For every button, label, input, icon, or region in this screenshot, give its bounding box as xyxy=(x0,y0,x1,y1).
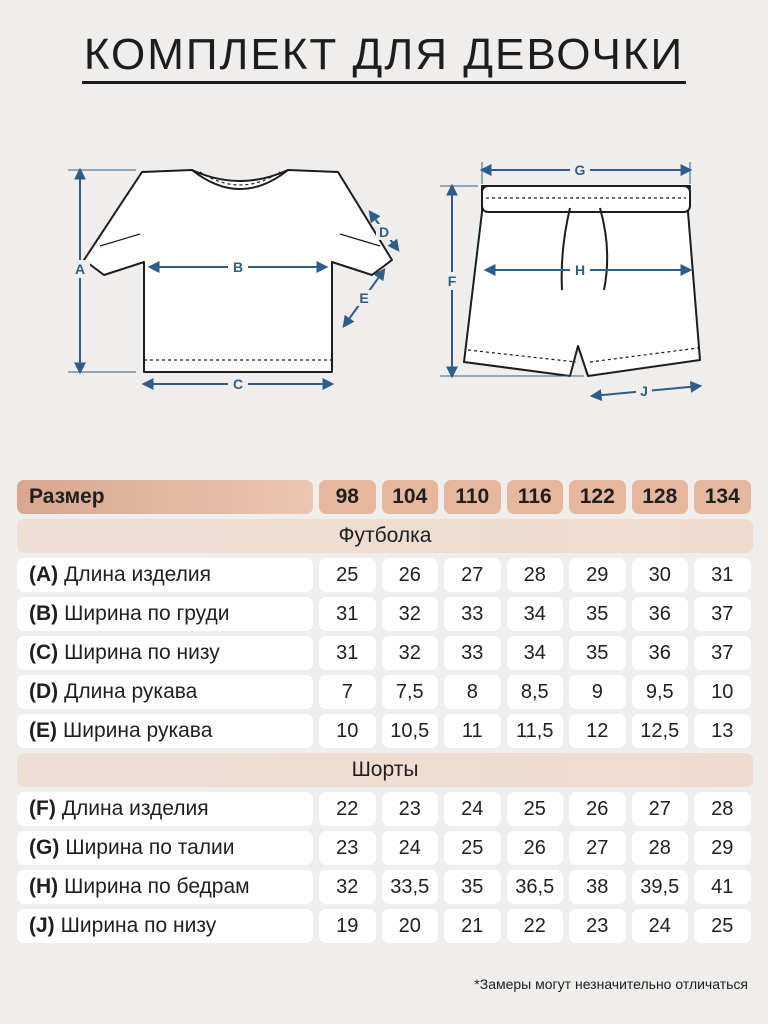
section-title: Шорты xyxy=(17,753,753,787)
label-b: B xyxy=(232,259,244,275)
size-128: 128 xyxy=(632,480,689,514)
measure-name: (H) Ширина по бедрам xyxy=(17,870,313,904)
size-table xyxy=(17,480,753,948)
measure-name: (D) Длина рукава xyxy=(17,675,313,709)
measure-name: (J) Ширина по низу xyxy=(17,909,313,943)
table-cell: 32 xyxy=(382,597,439,631)
table-cell: 23 xyxy=(382,792,439,826)
table-row xyxy=(17,714,753,748)
table-row xyxy=(17,792,753,826)
table-cell: 39,5 xyxy=(632,870,689,904)
table-cell: 9,5 xyxy=(632,675,689,709)
table-cell: 7 xyxy=(319,675,376,709)
table-cell: 35 xyxy=(569,597,626,631)
size-116: 116 xyxy=(507,480,564,514)
table-cell: 11 xyxy=(444,714,501,748)
section-tshirt xyxy=(17,519,753,553)
table-cell: 10 xyxy=(319,714,376,748)
table-cell: 32 xyxy=(319,870,376,904)
label-d: D xyxy=(378,224,390,240)
table-row xyxy=(17,636,753,670)
table-cell: 34 xyxy=(507,597,564,631)
table-cell: 8 xyxy=(444,675,501,709)
page-title: КОМПЛЕКТ ДЛЯ ДЕВОЧКИ xyxy=(0,30,768,84)
footnote: *Замеры могут незначительно отличаться xyxy=(474,976,748,992)
table-cell: 37 xyxy=(694,597,751,631)
label-a: A xyxy=(74,261,86,277)
table-cell: 8,5 xyxy=(507,675,564,709)
section-title: Футболка xyxy=(17,519,753,553)
table-cell: 25 xyxy=(319,558,376,592)
table-cell: 31 xyxy=(319,597,376,631)
table-cell: 24 xyxy=(444,792,501,826)
table-cell: 30 xyxy=(632,558,689,592)
table-cell: 29 xyxy=(569,558,626,592)
table-cell: 26 xyxy=(507,831,564,865)
table-cell: 28 xyxy=(694,792,751,826)
table-cell: 25 xyxy=(694,909,751,943)
label-j: J xyxy=(640,383,648,399)
table-cell: 28 xyxy=(507,558,564,592)
table-cell: 31 xyxy=(694,558,751,592)
table-cell: 12 xyxy=(569,714,626,748)
measure-name: (B) Ширина по груди xyxy=(17,597,313,631)
label-f: F xyxy=(447,273,457,289)
table-cell: 12,5 xyxy=(632,714,689,748)
table-row xyxy=(17,558,753,592)
table-cell: 24 xyxy=(382,831,439,865)
table-row xyxy=(17,909,753,943)
size-header-row xyxy=(17,480,753,514)
table-row xyxy=(17,831,753,865)
size-110: 110 xyxy=(444,480,501,514)
table-row xyxy=(17,675,753,709)
size-122: 122 xyxy=(569,480,626,514)
table-cell: 26 xyxy=(569,792,626,826)
table-cell: 25 xyxy=(507,792,564,826)
size-134: 134 xyxy=(694,480,751,514)
label-h: H xyxy=(574,262,586,278)
label-c: C xyxy=(232,376,244,392)
measure-name: (G) Ширина по талии xyxy=(17,831,313,865)
table-cell: 10,5 xyxy=(382,714,439,748)
table-cell: 19 xyxy=(319,909,376,943)
table-cell: 32 xyxy=(382,636,439,670)
table-cell: 22 xyxy=(507,909,564,943)
table-cell: 41 xyxy=(694,870,751,904)
table-row xyxy=(17,597,753,631)
table-cell: 26 xyxy=(382,558,439,592)
section-shorts xyxy=(17,753,753,787)
table-cell: 21 xyxy=(444,909,501,943)
table-cell: 35 xyxy=(569,636,626,670)
size-104: 104 xyxy=(382,480,439,514)
table-row xyxy=(17,870,753,904)
measure-name: (A) Длина изделия xyxy=(17,558,313,592)
table-cell: 20 xyxy=(382,909,439,943)
table-cell: 36 xyxy=(632,636,689,670)
table-cell: 27 xyxy=(632,792,689,826)
measure-name: (F) Длина изделия xyxy=(17,792,313,826)
table-cell: 27 xyxy=(569,831,626,865)
measure-name: (E) Ширина рукава xyxy=(17,714,313,748)
shorts-sketch xyxy=(464,186,700,376)
size-header-label: Размер xyxy=(17,480,313,514)
table-cell: 25 xyxy=(444,831,501,865)
table-cell: 9 xyxy=(569,675,626,709)
table-cell: 31 xyxy=(319,636,376,670)
table-cell: 24 xyxy=(632,909,689,943)
label-g: G xyxy=(574,162,586,178)
table-cell: 36,5 xyxy=(507,870,564,904)
table-cell: 27 xyxy=(444,558,501,592)
table-cell: 33 xyxy=(444,636,501,670)
size-98: 98 xyxy=(319,480,376,514)
table-cell: 23 xyxy=(319,831,376,865)
table-cell: 11,5 xyxy=(507,714,564,748)
table-cell: 29 xyxy=(694,831,751,865)
table-cell: 33,5 xyxy=(382,870,439,904)
table-cell: 28 xyxy=(632,831,689,865)
table-cell: 10 xyxy=(694,675,751,709)
garment-diagram xyxy=(0,150,768,420)
measure-name: (C) Ширина по низу xyxy=(17,636,313,670)
table-cell: 13 xyxy=(694,714,751,748)
table-cell: 22 xyxy=(319,792,376,826)
table-cell: 36 xyxy=(632,597,689,631)
table-cell: 34 xyxy=(507,636,564,670)
table-cell: 23 xyxy=(569,909,626,943)
table-cell: 35 xyxy=(444,870,501,904)
table-cell: 33 xyxy=(444,597,501,631)
table-cell: 38 xyxy=(569,870,626,904)
table-cell: 37 xyxy=(694,636,751,670)
table-cell: 7,5 xyxy=(382,675,439,709)
label-e: E xyxy=(359,290,369,306)
